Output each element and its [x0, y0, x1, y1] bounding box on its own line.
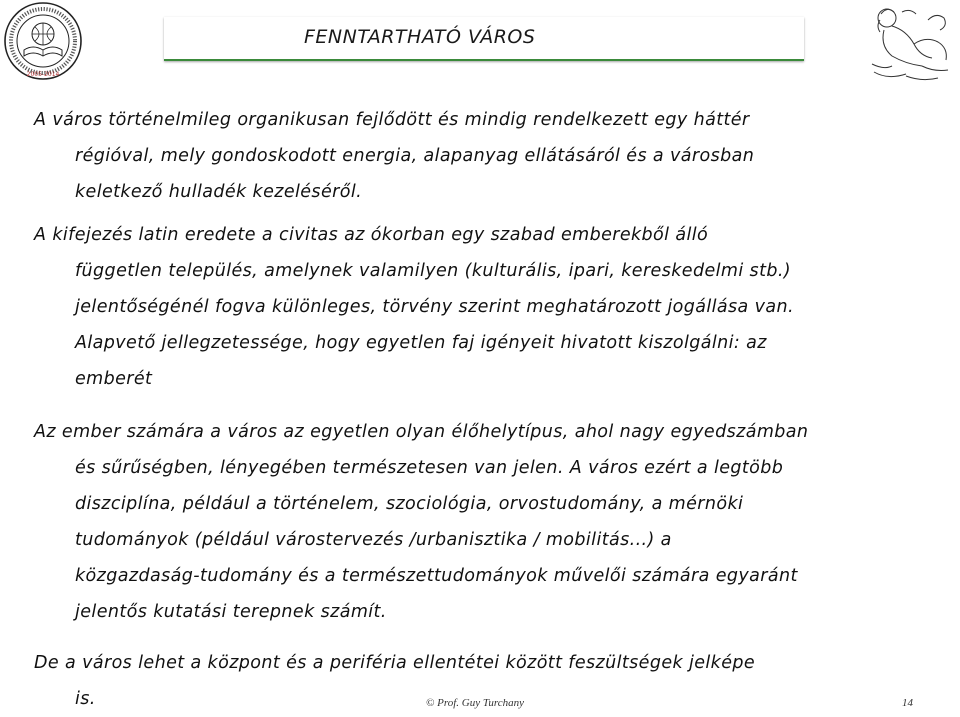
paragraph-2 — [34, 217, 914, 397]
paragraph-2-line-3: jelentőségénél fogva különleges, törvény szerint meghatározott jogállása van. — [75, 297, 794, 317]
paragraph-3-line-5: közgazdaság-tudomány és a természettudományok művelői számára egyaránt — [75, 566, 798, 586]
paragraph-3-line-4: tudományok (például várostervezés /urbanisztika / mobilitás...) a — [75, 530, 672, 550]
title-box — [164, 17, 804, 61]
paragraph-1 — [34, 102, 914, 210]
footer-page-number: 14 — [902, 697, 913, 709]
paragraph-3-line-3: diszciplína, például a történelem, szociológia, orvostudomány, a mérnöki — [75, 494, 744, 514]
paragraph-3-line-6: jelentős kutatási terepnek számít. — [75, 602, 387, 622]
paragraph-4-line-1: De a város lehet a központ és a periféria ellentétei között feszültségek jelképe — [34, 653, 756, 673]
paragraph-1-line-1: A város történelmileg organikusan fejlődött és mindig rendelkezett egy háttér — [34, 110, 750, 130]
allegorical-figure-sketch-icon — [862, 0, 954, 84]
slide-title: FENNTARTHATÓ VÁROS — [304, 26, 536, 48]
paragraph-3-line-2: és sűrűségben, lényegében természetesen van jelen. A város ezért a legtöbb — [75, 458, 784, 478]
paragraph-3-line-1: Az ember számára a város az egyetlen olyan élőhelytípus, ahol nagy egyedszámban — [34, 422, 809, 442]
paragraph-2-line-5: emberét — [75, 369, 153, 389]
un-decade-esd-seal-icon — [2, 0, 84, 82]
paragraph-4-line-2: is. — [75, 689, 96, 709]
paragraph-1-line-2: régióval, mely gondoskodott energia, alapanyag ellátásáról és a városban — [75, 146, 755, 166]
seal-years: 2005-2014 — [26, 71, 60, 78]
paragraph-2-line-2: független település, amelynek valamilyen (kulturális, ipari, kereskedelmi stb.) — [75, 261, 792, 281]
paragraph-1-line-3: keletkező hulladék kezeléséről. — [75, 182, 363, 202]
footer-author: © Prof. Guy Turchany — [426, 697, 524, 709]
paragraph-2-line-1: A kifejezés latin eredete a civitas az ókorban egy szabad emberekből álló — [34, 225, 709, 245]
paragraph-3 — [34, 414, 914, 630]
paragraph-2-line-4: Alapvető jellegzetessége, hogy egyetlen faj igényeit hivatott kiszolgálni: az — [75, 333, 767, 353]
